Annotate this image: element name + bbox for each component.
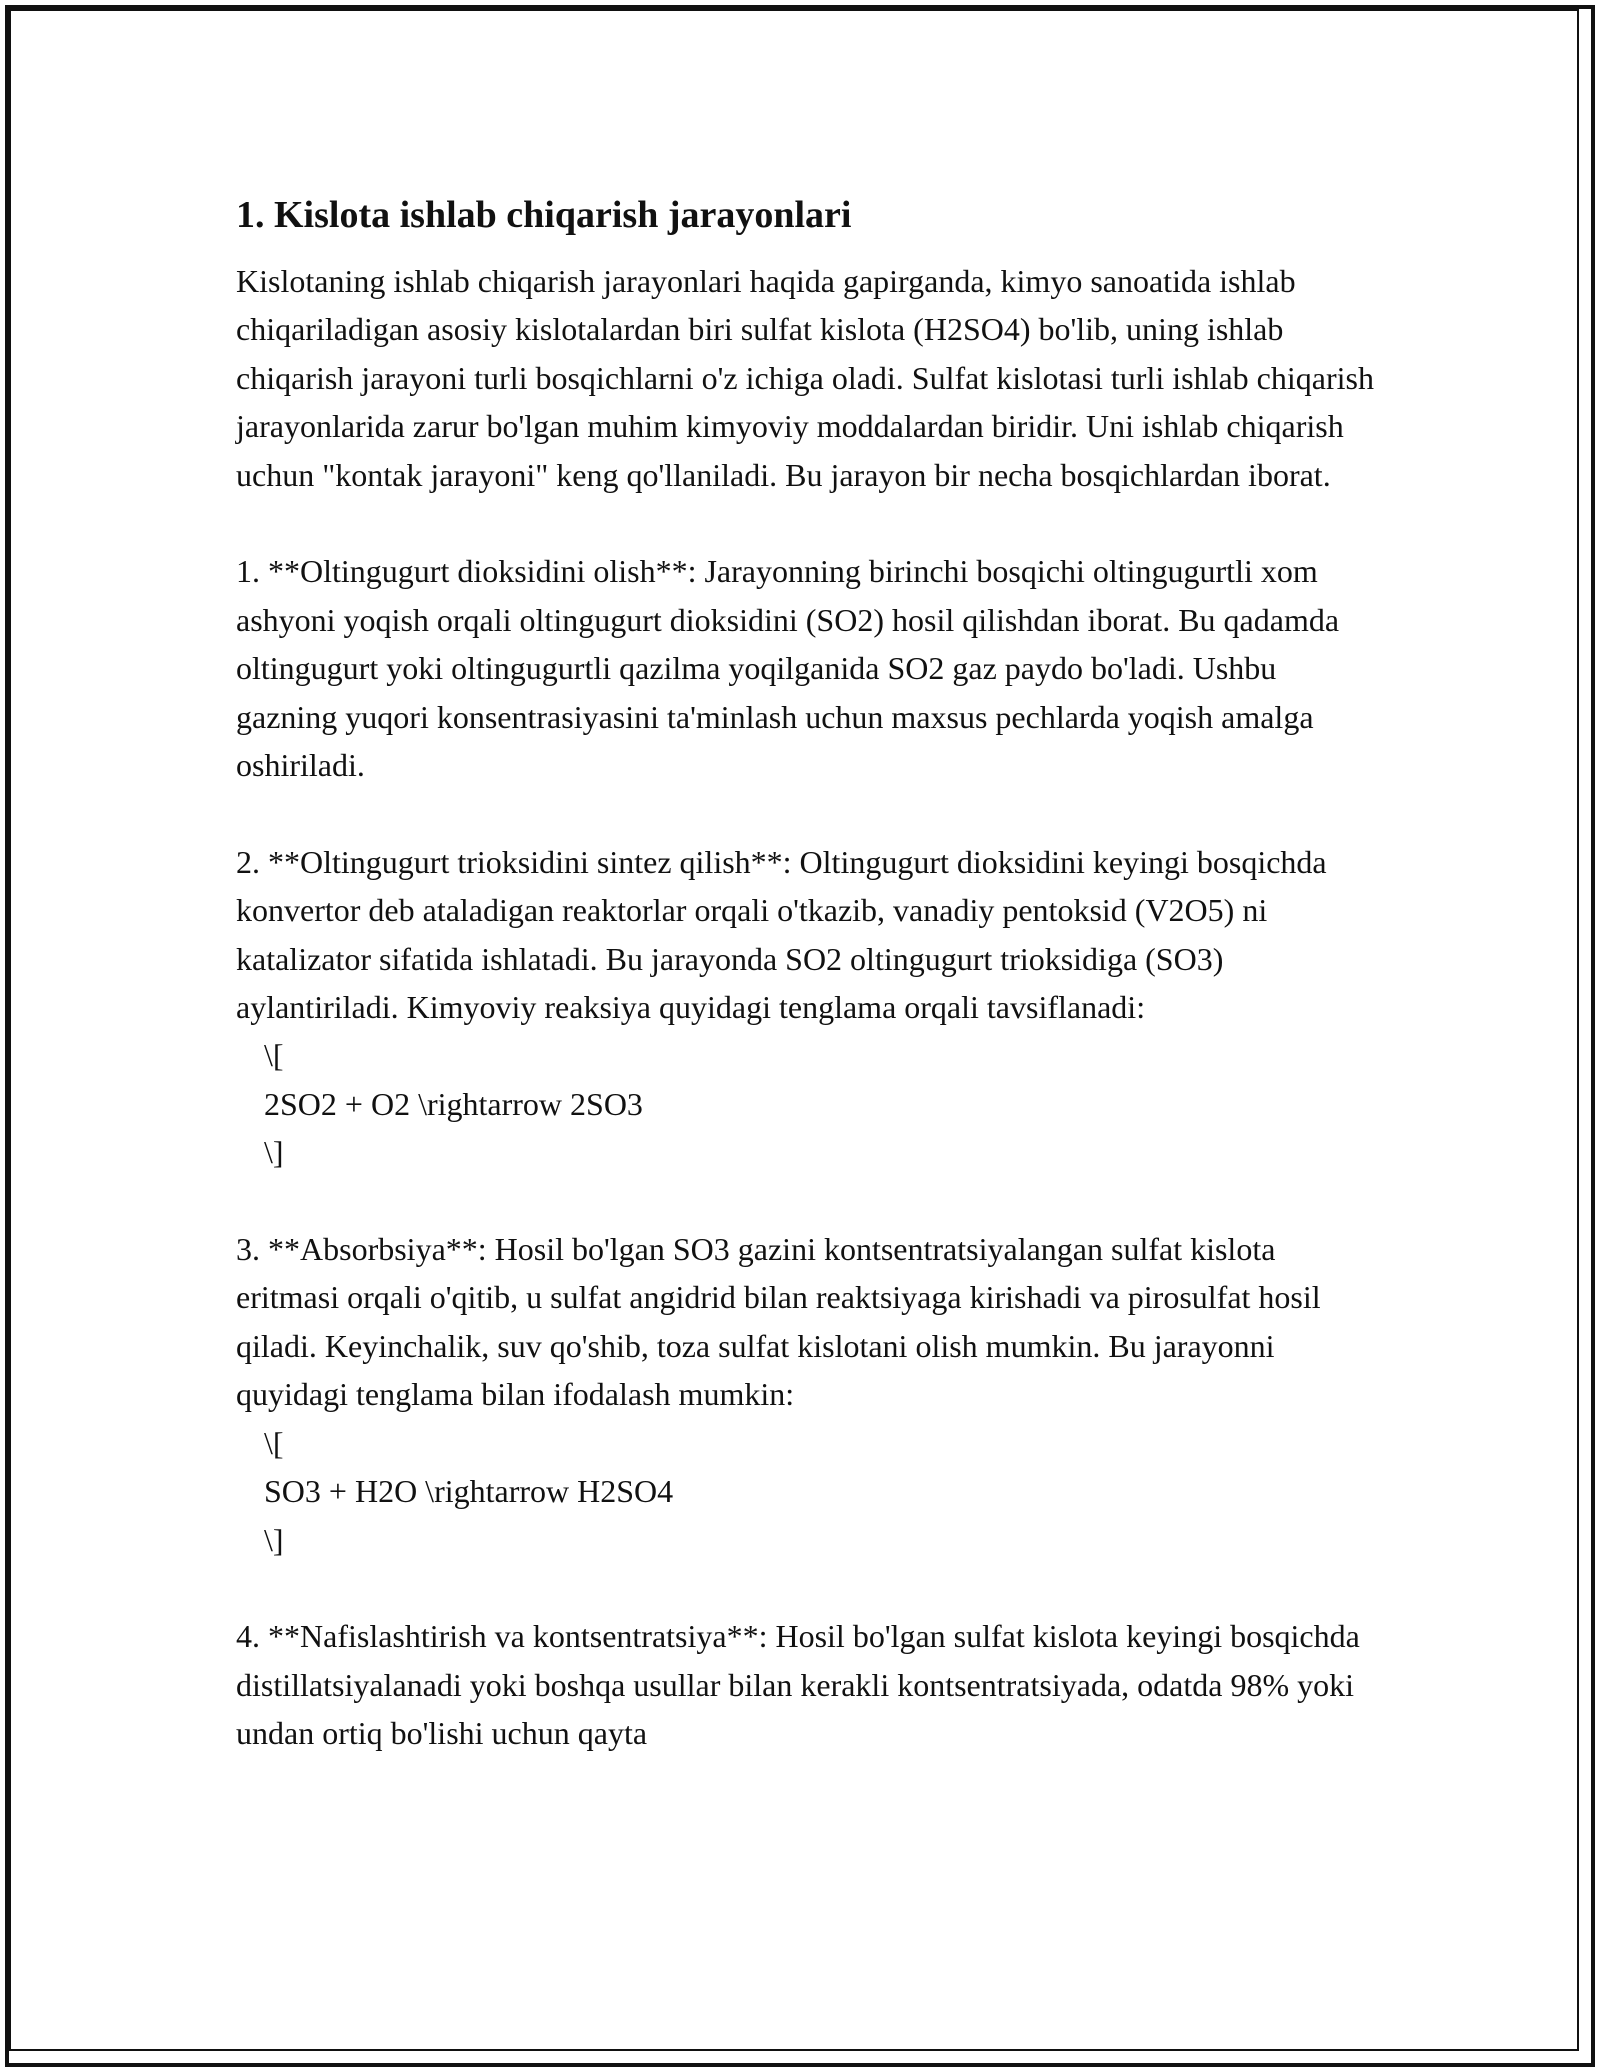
section-title: 1. Kislota ishlab chiqarish jarayonlari [236, 194, 852, 236]
spacer [236, 499, 1376, 547]
spacer [236, 1177, 1376, 1225]
equation-1: 2SO2 + O2 \rightarrow 2SO3 [264, 1085, 643, 1122]
step-1-paragraph: 1. **Oltingugurt dioksidini olish**: Jarayonning birinchi bosqichi oltingugurtli xom ashyoni yoqish orqali oltingugurt dioksidini (SO2) hosil qilishdan iborat. Bu qadamda oltingugurt yoki oltingugurtli qazilma yoqilganida SO2 gaz paydo bo'ladi. Ushbu gazning yuqori konsentrasiyasini ta'minlash uchun maxsus pechlarda yoqish amalga oshiriladi. [236, 553, 1340, 784]
equation-1-close: \] [264, 1134, 284, 1171]
intro-paragraph: Kislotaning ishlab chiqarish jarayonlari haqida gapirganda, kimyo sanoatida ishlab chiqariladigan asosiy kislotalardan biri sulfat kislota (H2SO4) bo'lib, uning ishlab chiqarish jarayoni turli bosqichlarni o'z ichiga oladi. Sulfat kislotasi turli ishlab chiqarish jarayonlarida zarur bo'lgan muhim kimyoviy moddalardan biridir. Uni ishlab chiqarish uchun "kontak jarayoni" keng qo'llaniladi. Bu jarayon bir necha bosqichlardan iborat. [236, 263, 1374, 493]
equation-1-open: \[ [264, 1037, 284, 1074]
step-2-paragraph: 2. **Oltingugurt trioksidini sintez qilish**: Oltingugurt dioksidini keyingi bosqichda konvertor deb ataladigan reaktorlar orqali o'tkazib, vanadiy pentoksid (V2O5) ni katalizator sifatida ishlatadi. Bu jarayonda SO2 oltingugurt trioksidiga (SO3) aylantiriladi. Kimyoviy reaksiya quyidagi tenglama orqali tavsiflanadi: [236, 843, 1327, 1026]
equation-2-open: \[ [264, 1424, 284, 1461]
equation-2-close: \] [264, 1521, 284, 1558]
spacer [236, 789, 1376, 837]
equation-2: SO3 + H2O \rightarrow H2SO4 [264, 1473, 674, 1510]
spacer [236, 1564, 1376, 1612]
step-4-paragraph: 4. **Nafislashtirish va kontsentratsiya**: Hosil bo'lgan sulfat kislota keyingi bosqichda distillatsiyalanadi yoki boshqa usullar bilan kerakli kontsentratsiyada, odatda 98% yoki undan ortiq bo'lishi uchun qayta [236, 1618, 1360, 1752]
step-3-paragraph: 3. **Absorbsiya**: Hosil bo'lgan SO3 gazini kontsentratsiyalangan sulfat kislota eritmasi orqali o'qitib, u sulfat angidrid bilan reaktsiyaga kirishadi va pirosulfat hosil qiladi. Keyinchalik, suv qo'shib, toza sulfat kislotani olish mumkin. Bu jarayonni quyidagi tenglama bilan ifodalash mumkin: [236, 1231, 1321, 1413]
document-body [236, 185, 1376, 1758]
